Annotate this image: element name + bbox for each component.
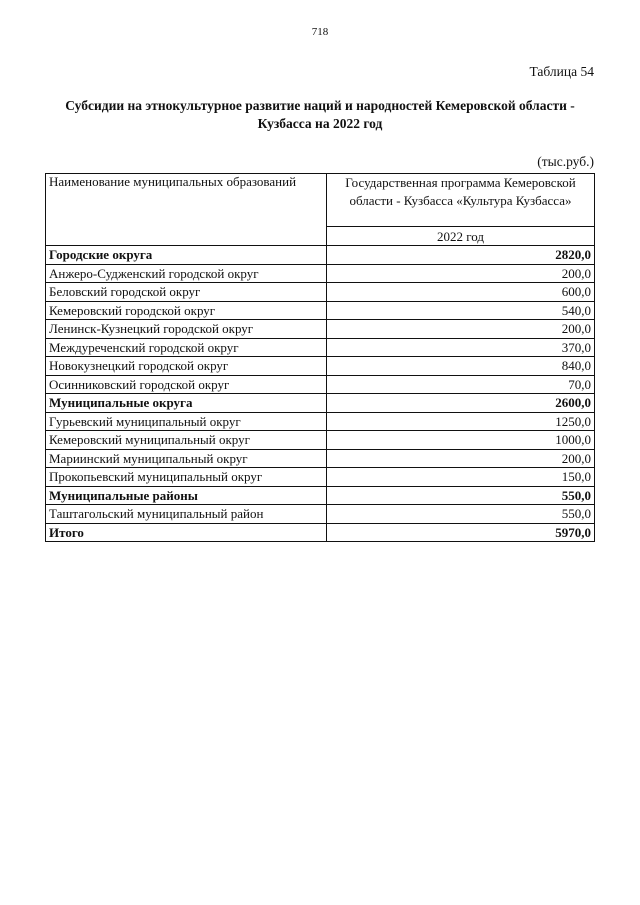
header-municipality-name: Наименование муниципальных образований [46, 174, 327, 246]
table-row [46, 449, 595, 468]
table-row [46, 338, 595, 357]
row-municipality-name: Гурьевский муниципальный округ [46, 412, 327, 431]
unit-note: (тыс.руб.) [537, 154, 594, 169]
row-municipality-name: Новокузнецкий городской округ [46, 357, 327, 376]
row-amount: 1250,0 [327, 412, 595, 431]
row-amount: 550,0 [327, 486, 595, 505]
table-row [46, 301, 595, 320]
table-row [46, 505, 595, 524]
page-number: 718 [311, 26, 329, 38]
table-body [46, 246, 595, 542]
row-municipality-name: Анжеро-Судженский городской округ [46, 264, 327, 283]
table-row [46, 486, 595, 505]
row-amount: 200,0 [327, 320, 595, 339]
header-program-line-1: Государственная программа Кемеровской [345, 175, 576, 190]
table-row [46, 246, 595, 265]
row-municipality-name: Междуреченский городской округ [46, 338, 327, 357]
table-row [46, 394, 595, 413]
row-municipality-name: Муниципальные округа [46, 394, 327, 413]
row-municipality-name: Беловский городской округ [46, 283, 327, 302]
document-title [40, 97, 600, 133]
row-amount: 2600,0 [327, 394, 595, 413]
row-amount: 150,0 [327, 468, 595, 487]
header-year: 2022 год [327, 227, 595, 246]
table-row [46, 523, 595, 542]
row-municipality-name: Итого [46, 523, 327, 542]
row-municipality-name: Прокопьевский муниципальный округ [46, 468, 327, 487]
header-program [327, 174, 595, 227]
row-amount: 540,0 [327, 301, 595, 320]
table-row [46, 468, 595, 487]
table-row [46, 320, 595, 339]
row-municipality-name: Ленинск-Кузнецкий городской округ [46, 320, 327, 339]
row-municipality-name: Таштагольский муниципальный район [46, 505, 327, 524]
row-municipality-name: Осинниковский городской округ [46, 375, 327, 394]
row-municipality-name: Мариинский муниципальный округ [46, 449, 327, 468]
row-municipality-name: Городские округа [46, 246, 327, 265]
row-amount: 5970,0 [327, 523, 595, 542]
table-row [46, 412, 595, 431]
subsidy-table [45, 173, 595, 542]
row-amount: 200,0 [327, 449, 595, 468]
row-amount: 70,0 [327, 375, 595, 394]
header-program-line-2: области - Кузбасса «Культура Кузбасса» [349, 193, 572, 208]
row-amount: 2820,0 [327, 246, 595, 265]
row-amount: 600,0 [327, 283, 595, 302]
table-label: Таблица 54 [529, 64, 594, 79]
row-municipality-name: Кемеровский муниципальный округ [46, 431, 327, 450]
row-amount: 550,0 [327, 505, 595, 524]
table-row [46, 375, 595, 394]
row-municipality-name: Кемеровский городской округ [46, 301, 327, 320]
table-row [46, 264, 595, 283]
row-amount: 370,0 [327, 338, 595, 357]
row-amount: 840,0 [327, 357, 595, 376]
table-row [46, 431, 595, 450]
row-amount: 1000,0 [327, 431, 595, 450]
document-title-line-1: Субсидии на этнокультурное развитие наций и народностей Кемеровской области - [65, 98, 575, 113]
row-amount: 200,0 [327, 264, 595, 283]
row-municipality-name: Муниципальные районы [46, 486, 327, 505]
document-title-line-2: Кузбасса на 2022 год [257, 116, 383, 131]
table-row [46, 357, 595, 376]
table-row [46, 283, 595, 302]
